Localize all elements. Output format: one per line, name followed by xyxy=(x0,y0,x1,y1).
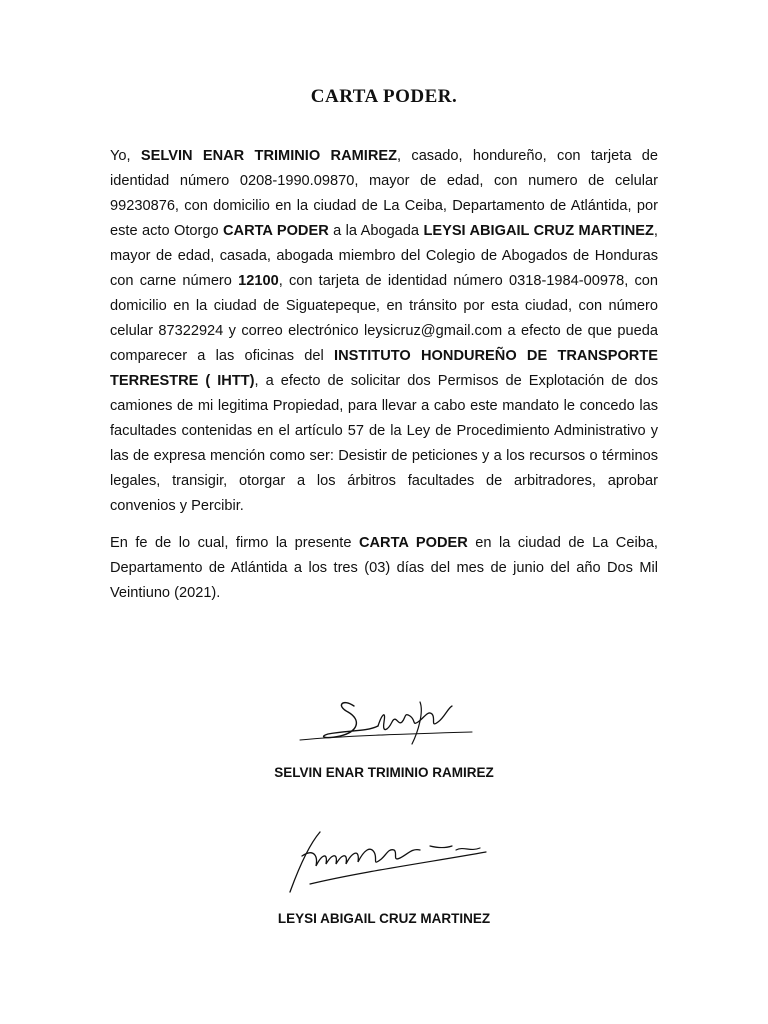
handwritten-signature-icon xyxy=(292,692,482,752)
document-name: CARTA PODER xyxy=(222,223,329,239)
handwritten-signature-icon xyxy=(280,826,490,896)
attorney-name: LEYSI ABIGAIL CRUZ MARTINEZ xyxy=(423,223,654,239)
document-title: CARTA PODER. xyxy=(310,86,458,107)
document-name: CARTA PODER xyxy=(358,535,468,551)
text-run: , con tarjeta de identidad número 0318-1984-00978, con domicilio en la ciudad de Siguatepeque, en tránsito por esta ciudad, con número celular 87322924 y correo electrónico leysicruz@gmail.com a efecto de que pueda comparecer a las oficinas del xyxy=(110,273,658,364)
text-run: , a efecto de solicitar dos Permisos de Explotación de dos camiones de mi legitima Propiedad, para llevar a cabo este mandato le concedo las facultades contenidas en el artículo 57 de la Ley de Procedimiento Administrativo y las de expresa mención como ser: Desistir de peticiones y a los recursos o términos legales, transigir, otorgar a los árbitros facultades de arbitradores, aprobar convenios y Percibir. xyxy=(110,373,659,514)
signature-attorney xyxy=(280,826,490,896)
signature-grantor xyxy=(292,692,482,752)
grantor-name: SELVIN ENAR TRIMINIO RAMIREZ xyxy=(140,148,398,164)
paragraph-grant xyxy=(110,144,658,519)
text-run: En fe de lo cual, firmo la presente xyxy=(110,535,359,551)
signature-name-attorney: LEYSI ABIGAIL CRUZ MARTINEZ xyxy=(277,911,491,926)
text-run: a la Abogada xyxy=(328,223,424,239)
text-run: , casado, hondureño, con tarjeta de identidad número 0208-1990.09870, mayor de edad, con numero de celular 99230876, con domicilio en la ciudad de La Ceiba, Departamento de Atlántida, por este acto Otorgo xyxy=(110,148,658,239)
document-body xyxy=(110,144,658,606)
text-run: Yo, xyxy=(110,148,141,164)
carne-number: 12100 xyxy=(238,273,279,289)
text-run: , mayor de edad, casada, abogada miembro del Colegio de Abogados de Honduras con carne número xyxy=(110,223,658,289)
paragraph-closing xyxy=(110,531,658,606)
institution-name: INSTITUTO HONDUREÑO DE TRANSPORTE TERRESTRE ( IHTT) xyxy=(110,348,658,389)
signature-name-grantor: SELVIN ENAR TRIMINIO RAMIREZ xyxy=(274,765,494,780)
text-run: en la ciudad de La Ceiba, Departamento de Atlántida a los tres (03) días del mes de junio del año Dos Mil Veintiuno (2021). xyxy=(110,535,658,601)
